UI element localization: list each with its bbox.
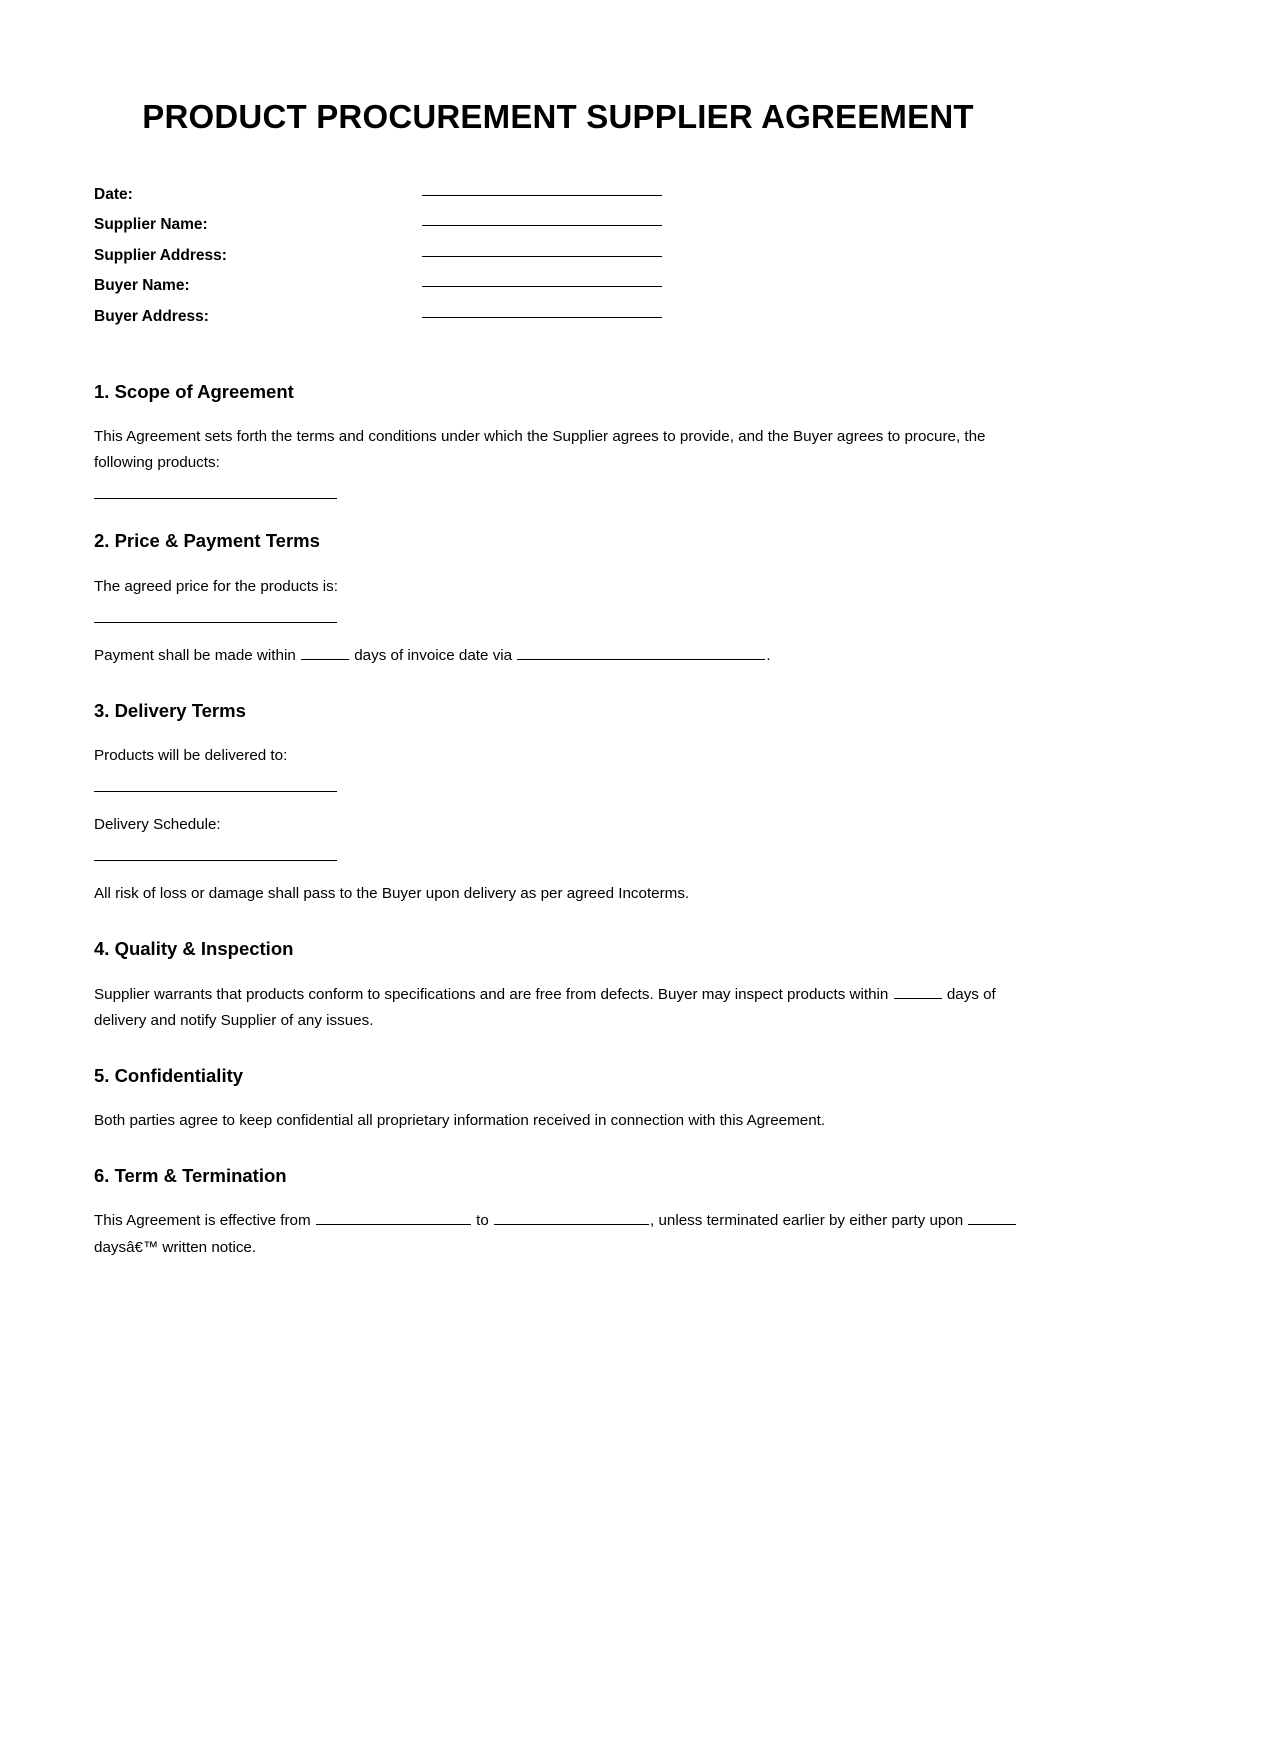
section-heading-price-payment: 2. Price & Payment Terms xyxy=(94,530,320,552)
field-blank-supplier-address[interactable] xyxy=(422,256,662,257)
section-body-agreed-price: The agreed price for the products is: xyxy=(94,577,338,595)
field-label-buyer-name: Buyer Name: xyxy=(94,277,190,295)
section-heading-quality: 4. Quality & Inspection xyxy=(94,938,294,960)
field-row-supplier-address xyxy=(94,247,1040,277)
blank-agreed-price[interactable] xyxy=(94,622,337,623)
section-heading-delivery: 3. Delivery Terms xyxy=(94,699,246,721)
section-price-payment-terms xyxy=(94,530,1040,668)
field-blank-supplier-name[interactable] xyxy=(422,225,662,226)
field-label-date: Date: xyxy=(94,185,133,203)
payment-middle-text: days of invoice date via xyxy=(354,646,513,664)
field-blank-buyer-name[interactable] xyxy=(422,286,662,287)
page-title: PRODUCT PROCUREMENT SUPPLIER AGREEMENT xyxy=(142,98,974,135)
term-tail-text: daysâ€™ written notice. xyxy=(94,1238,257,1256)
section-scope-of-agreement xyxy=(94,381,1040,499)
payment-suffix-text: . xyxy=(766,646,771,664)
blank-effective-from[interactable] xyxy=(316,1212,471,1226)
blank-notice-days[interactable] xyxy=(968,1212,1016,1226)
section-delivery-terms xyxy=(94,700,1040,908)
section-term-termination xyxy=(94,1165,1040,1260)
section-body-delivery-schedule: Delivery Schedule: xyxy=(94,816,221,834)
field-label-supplier-address: Supplier Address: xyxy=(94,246,227,264)
section-confidentiality xyxy=(94,1065,1040,1134)
term-prefix-text: This Agreement is effective from xyxy=(94,1212,311,1230)
term-middle-text: to xyxy=(476,1212,489,1230)
quality-suffix-text: days of delivery and notify Supplier of any issues. xyxy=(94,985,996,1029)
field-label-supplier-name: Supplier Name: xyxy=(94,216,208,234)
field-blank-date[interactable] xyxy=(422,195,662,196)
section-body-confidentiality: Both parties agree to keep confidential all proprietary information received in connection with this Agreement. xyxy=(94,1112,826,1130)
blank-delivery-location[interactable] xyxy=(94,791,337,792)
blank-delivery-schedule[interactable] xyxy=(94,860,337,861)
section-heading-scope: 1. Scope of Agreement xyxy=(94,380,294,402)
section-body-scope: This Agreement sets forth the terms and conditions under which the Supplier agrees to provide, and the Buyer agrees to procure, the following products: xyxy=(94,428,986,472)
field-label-buyer-address: Buyer Address: xyxy=(94,307,209,325)
field-row-date xyxy=(94,186,1040,216)
blank-payment-method[interactable] xyxy=(517,646,765,660)
section-heading-confidentiality: 5. Confidentiality xyxy=(94,1064,244,1086)
blank-products-list[interactable] xyxy=(94,498,337,499)
blank-inspection-days[interactable] xyxy=(894,985,942,999)
blank-payment-days[interactable] xyxy=(301,646,349,660)
field-blank-buyer-address[interactable] xyxy=(422,317,662,318)
blank-effective-to[interactable] xyxy=(494,1212,649,1226)
header-fields xyxy=(94,186,1040,338)
section-quality-inspection xyxy=(94,938,1040,1033)
section-body-term-termination xyxy=(94,1208,1040,1260)
payment-prefix-text: Payment shall be made within xyxy=(94,646,296,664)
section-body-payment-terms xyxy=(94,643,1040,669)
field-row-supplier-name xyxy=(94,216,1040,246)
field-row-buyer-name xyxy=(94,277,1040,307)
section-heading-term-termination: 6. Term & Termination xyxy=(94,1165,287,1187)
section-body-delivered-to: Products will be delivered to: xyxy=(94,747,288,765)
section-body-quality xyxy=(94,982,1040,1034)
field-row-buyer-address xyxy=(94,308,1040,338)
quality-prefix-text: Supplier warrants that products conform to specifications and are free from defects. Buyer may inspect products within xyxy=(94,985,889,1003)
document-content xyxy=(94,0,1040,1305)
term-suffix-text: , unless terminated earlier by either party upon xyxy=(650,1212,964,1230)
section-body-risk-of-loss: All risk of loss or damage shall pass to the Buyer upon delivery as per agreed Incoterms. xyxy=(94,885,690,903)
